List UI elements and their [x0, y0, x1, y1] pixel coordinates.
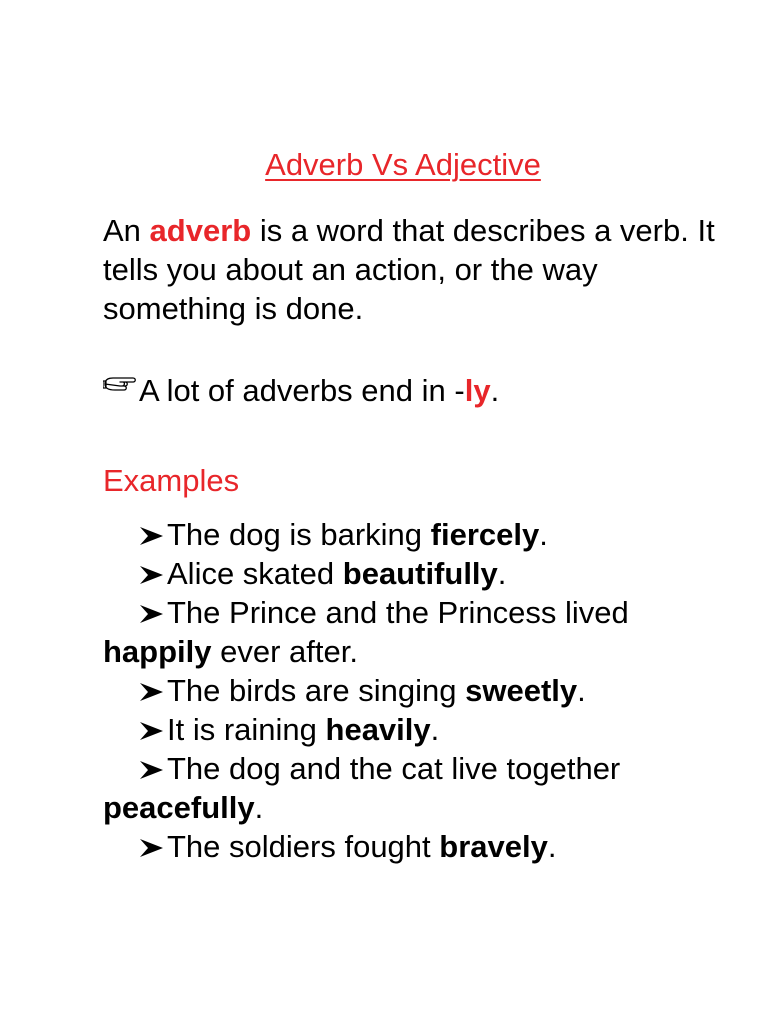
ly-suffix: ly	[464, 373, 491, 408]
examples-list	[103, 515, 743, 866]
example-item	[103, 749, 743, 827]
example-adverb: happily	[103, 634, 212, 669]
example-before: The dog is barking	[167, 517, 431, 552]
example-adverb: fiercely	[430, 517, 540, 552]
tip-text: A lot of adverbs end in -	[139, 373, 465, 408]
examples-heading: Examples	[103, 463, 240, 498]
example-after: .	[497, 556, 507, 591]
arrow-bullet-icon	[137, 720, 167, 742]
example-before: It is raining	[167, 712, 326, 747]
arrow-bullet-icon	[137, 681, 167, 703]
example-after: .	[577, 673, 586, 708]
example-adverb: heavily	[325, 712, 431, 747]
page-title: Adverb Vs Adjective	[265, 147, 541, 182]
example-before: The soldiers fought	[167, 829, 440, 864]
example-adverb: beautifully	[342, 556, 498, 591]
example-after: .	[547, 829, 557, 864]
tip-end: .	[490, 373, 500, 408]
adverb-keyword: adverb	[149, 213, 252, 248]
example-before: The dog and the cat live together	[167, 751, 621, 786]
example-before: The Prince and the Princess lived	[167, 595, 629, 630]
example-item	[103, 827, 743, 866]
example-item	[103, 515, 743, 554]
tip-line	[103, 371, 743, 410]
example-adverb: peacefully	[103, 790, 255, 825]
intro-paragraph	[103, 211, 743, 328]
arrow-bullet-icon	[137, 837, 167, 859]
intro-definition: is a word that describes a verb. It tells you about an action, or the way something is done.	[103, 213, 715, 326]
example-after: ever after.	[211, 634, 358, 669]
arrow-bullet-icon	[137, 525, 167, 547]
arrow-bullet-icon	[137, 759, 167, 781]
example-item	[103, 554, 743, 593]
example-adverb: sweetly	[465, 673, 578, 708]
example-before: Alice skated	[167, 556, 343, 591]
pointing-hand-icon	[103, 373, 139, 393]
intro-prefix: An	[103, 213, 150, 248]
example-after: .	[539, 517, 548, 552]
example-item	[103, 671, 743, 710]
example-after: .	[254, 790, 264, 825]
example-item	[103, 593, 743, 671]
example-after: .	[430, 712, 440, 747]
example-adverb: bravely	[439, 829, 548, 864]
example-before: The birds are singing	[167, 673, 466, 708]
arrow-bullet-icon	[137, 564, 167, 586]
arrow-bullet-icon	[137, 603, 167, 625]
example-item	[103, 710, 743, 749]
